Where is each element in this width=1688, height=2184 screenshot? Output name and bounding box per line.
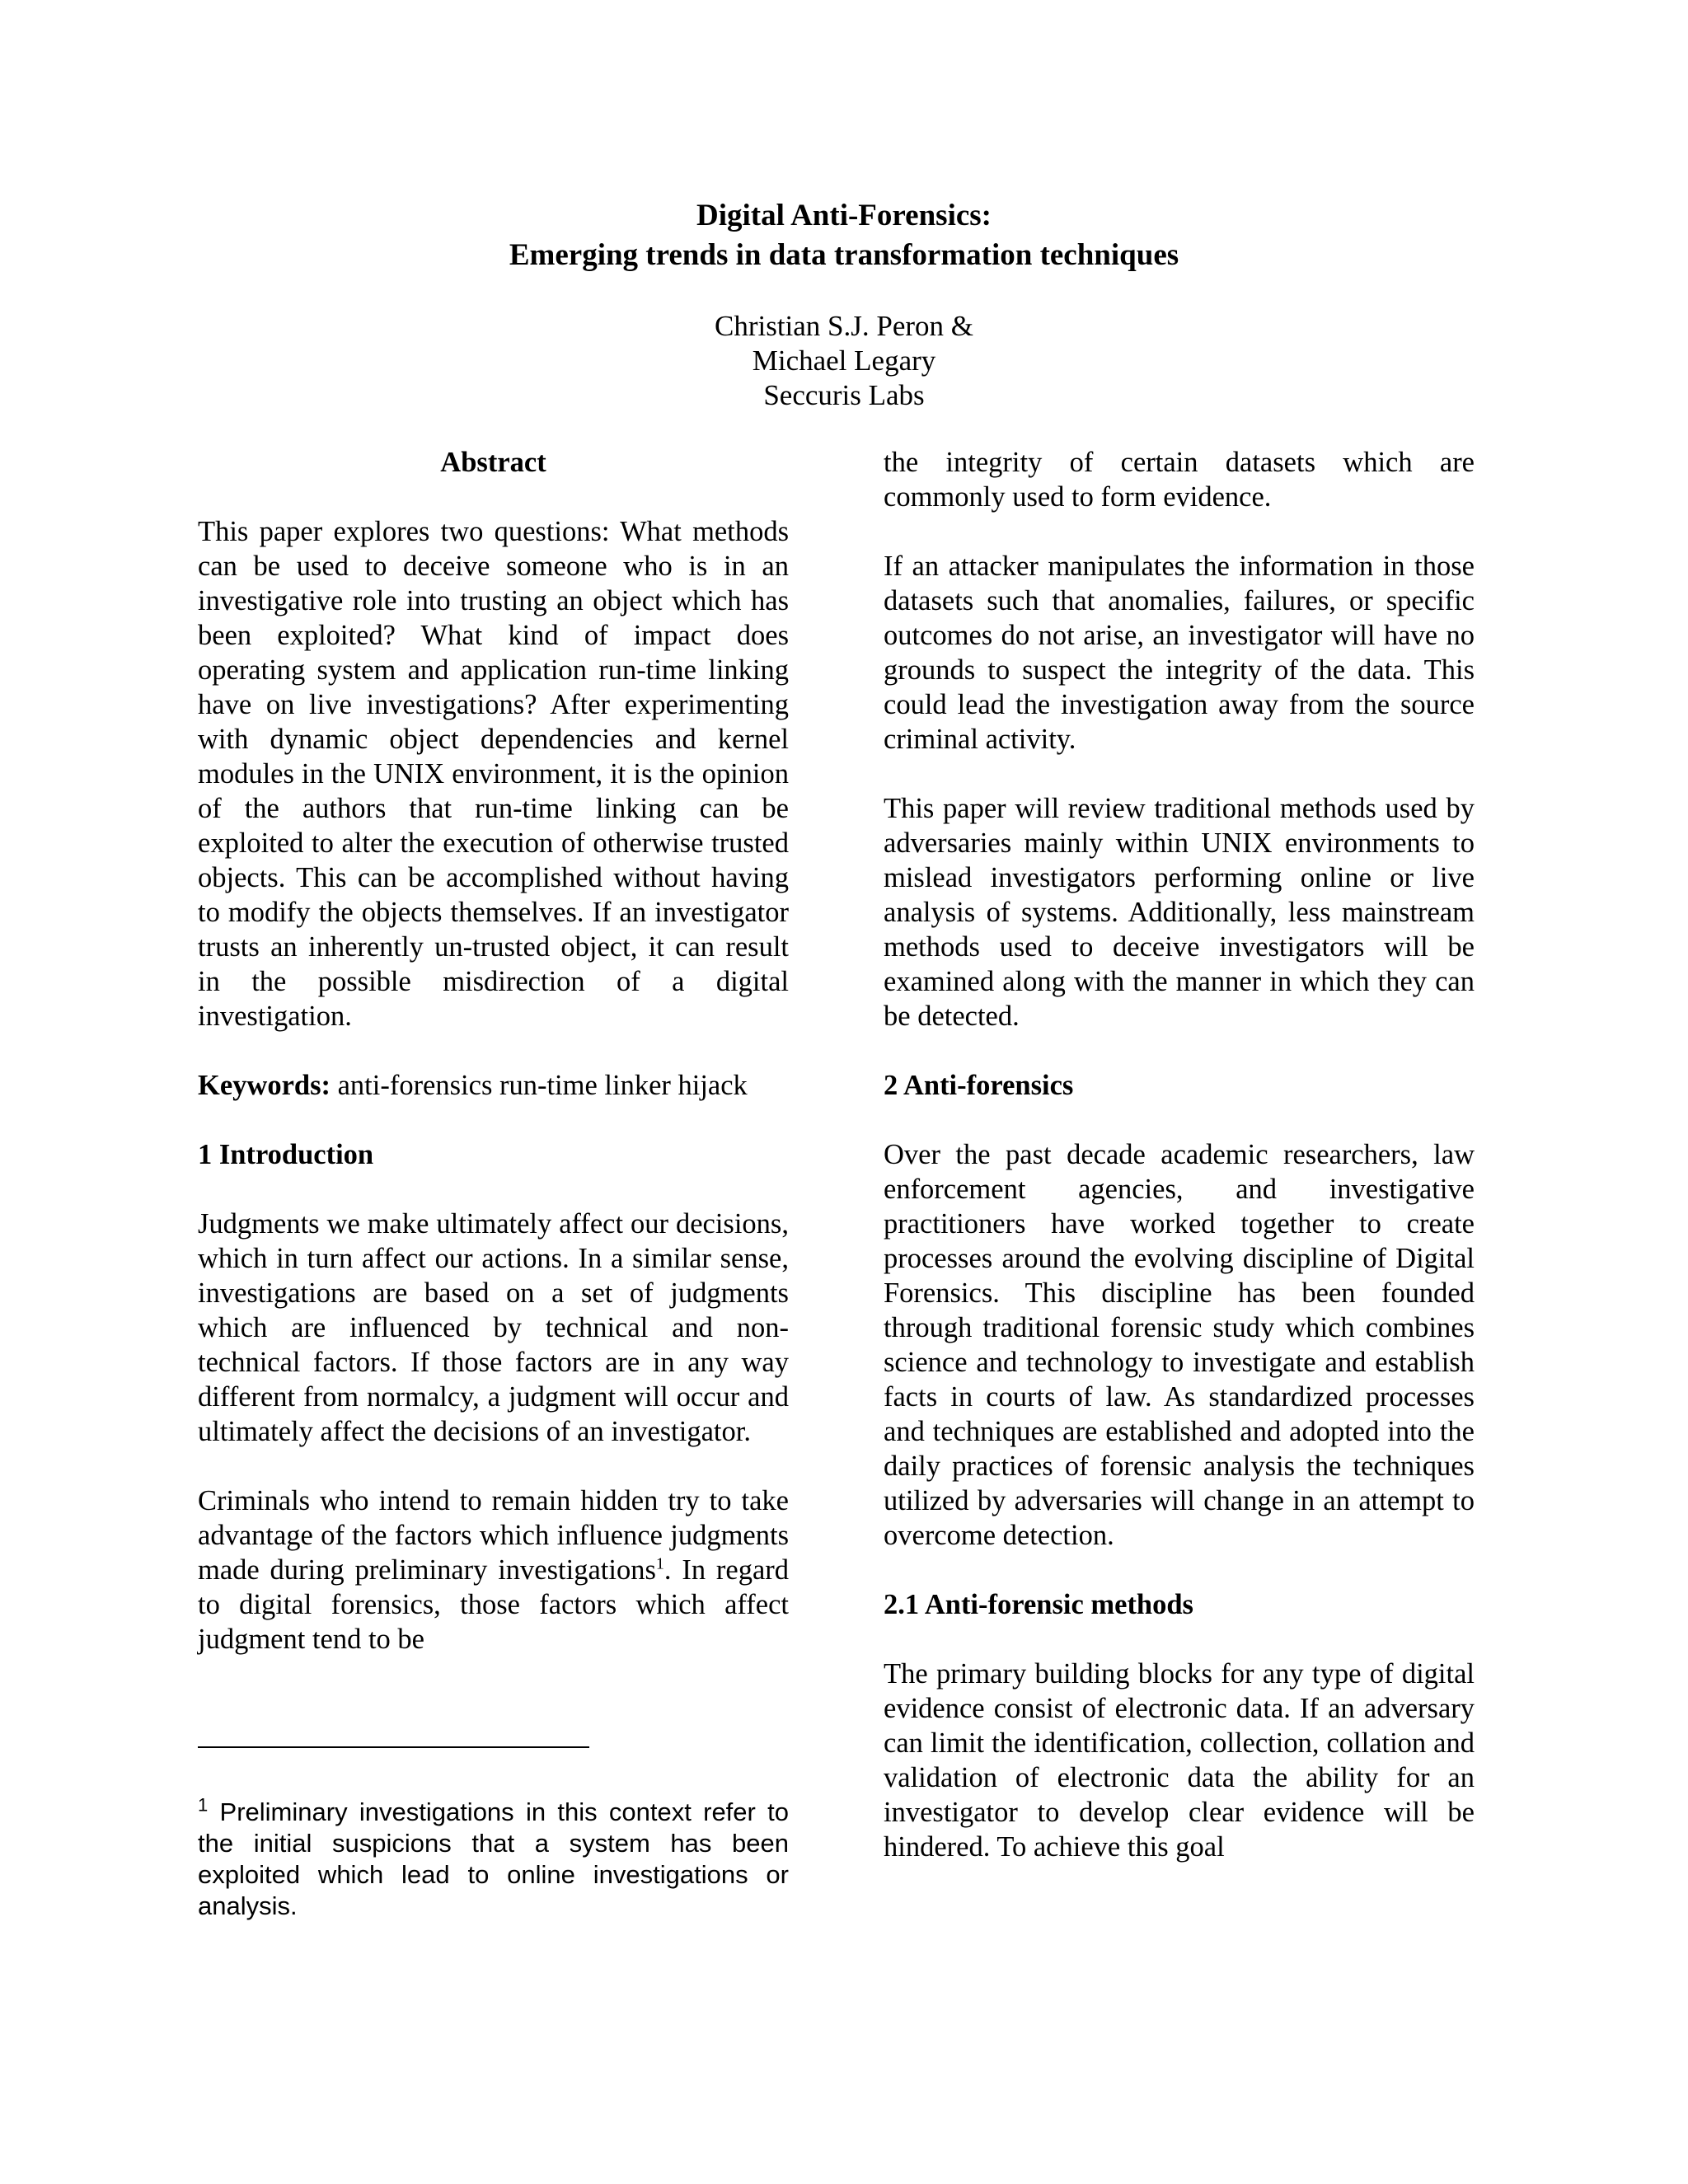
- left-column: [198, 445, 789, 1691]
- section-2-paragraph: Over the past decade academic researchers, law enforcement agencies, and investigative practitioners have worked together to create processes around the evolving discipline of Digital Forensics. This discipline has been founded through traditional forensic study which combines science and technology to investigate and establish facts in courts of law. As standardized processes and techniques are established and adopted into the daily practices of forensic analysis the techniques utilized by adversaries will change in an attempt to overcome detection.: [884, 1139, 1475, 1551]
- right-column: [884, 445, 1475, 1899]
- section-2-1-heading: 2.1 Anti-forensic methods: [884, 1589, 1193, 1620]
- abstract-text: This paper explores two questions: What methods can be used to deceive someone who is in an investigative role into trusting an object which has been exploited? What kind of impact does operating system and application run-time linking have on live investigations? After experimenting with dynamic object dependencies and kernel modules in the UNIX environment, it is the opinion of the authors that run-time linking can be exploited to alter the execution of otherwise trusted objects. This can be accomplished without having to modify the objects themselves. If an investigator trusts an inherently un-trusted object, it can result in the possible misdirection of a digital investigation.: [198, 516, 789, 1032]
- keywords-label: Keywords:: [198, 1070, 331, 1101]
- keywords-text: anti-forensics run-time linker hijack: [330, 1070, 748, 1101]
- footnote-text: Preliminary investigations in this context refer to the initial suspicions that a system has been exploited which lead to online investigations or analysis.: [198, 1797, 789, 1920]
- footnote-number: 1: [198, 1794, 209, 1816]
- title-line-2: Emerging trends in data transformation techniques: [509, 238, 1179, 272]
- author-line-2: Michael Legary: [752, 344, 936, 377]
- affiliation: Seccuris Labs: [763, 379, 925, 411]
- intro-continuation: the integrity of certain datasets which are commonly used to form evidence.: [884, 447, 1475, 513]
- intro-p2-before: Criminals who intend to remain hidden try to take advantage of the factors which influence judgments made during preliminary investigations: [198, 1485, 789, 1586]
- section-2-1-paragraph: The primary building blocks for any type of digital evidence consist of electronic data. If an adversary can limit the identification, collection, collation and validation of electronic data the ability for an investigator to develop clear evidence will be hindered. To achieve this goal: [884, 1658, 1475, 1863]
- author-block: [0, 309, 1688, 413]
- intro-paragraph-1: Judgments we make ultimately affect our decisions, which in turn affect our actions. In a similar sense, investigations are based on a set of judgments which are influenced by technical and non-technical factors. If those factors are in any way different from normalcy, a judgment will occur and ultimately affect the decisions of an investigator.: [198, 1208, 789, 1447]
- intro-paragraph-3: If an attacker manipulates the information in those datasets such that anomalies, failures, or specific outcomes do not arise, an investigator will have no grounds to suspect the integrity of the data. This could lead the investigation away from the source criminal activity.: [884, 551, 1475, 755]
- abstract-heading: Abstract: [440, 447, 546, 478]
- intro-paragraph-4: This paper will review traditional methods used by adversaries mainly within UNIX environments to mislead investigators performing online or live analysis of systems. Additionally, less mainstream methods used to deceive investigators will be examined along with the manner in which they can be detected.: [884, 793, 1475, 1032]
- author-line-1: Christian S.J. Peron &: [714, 310, 974, 342]
- title-line-1: Digital Anti-Forensics:: [696, 199, 992, 232]
- footnote-divider: [198, 1746, 589, 1748]
- section-1-heading: 1 Introduction: [198, 1139, 374, 1170]
- keywords: [198, 1068, 789, 1103]
- paper-title: [0, 196, 1688, 275]
- intro-paragraph-2: [198, 1483, 789, 1657]
- footnote-reference[interactable]: 1: [655, 1554, 664, 1573]
- intro-p2-after: . In regard to digital forensics, those factors which affect judgment tend to be: [198, 1554, 789, 1655]
- footnote: [198, 1794, 789, 1922]
- section-2-heading: 2 Anti-forensics: [884, 1070, 1074, 1101]
